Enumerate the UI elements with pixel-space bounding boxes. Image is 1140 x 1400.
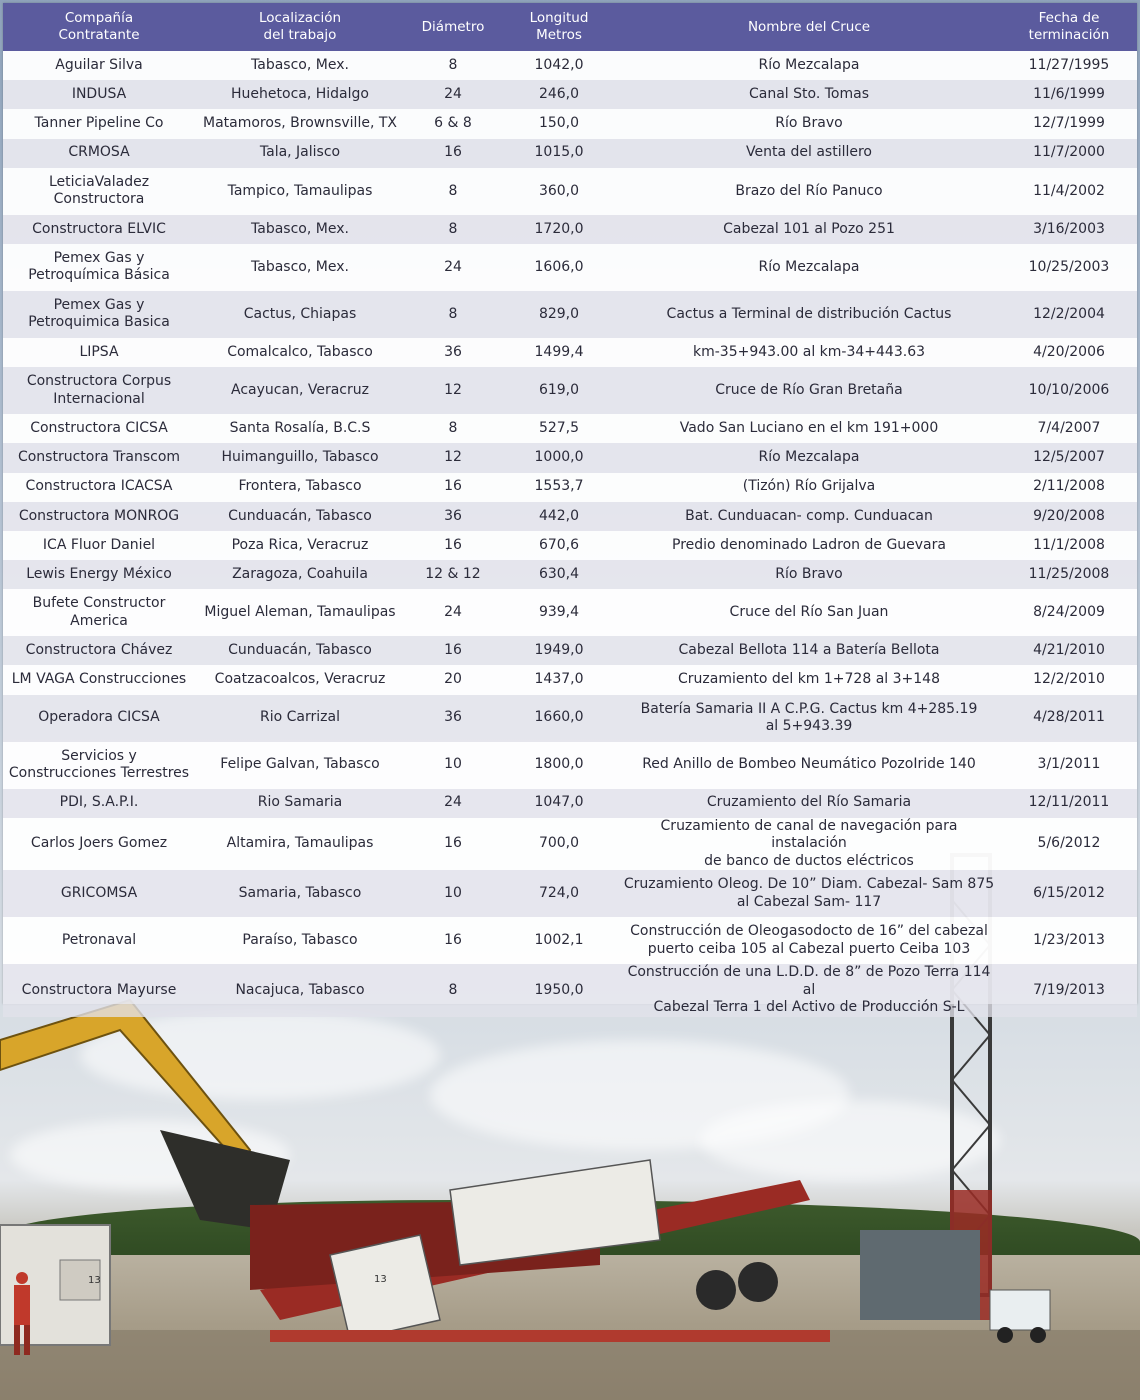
diameter-cell: 16	[405, 917, 501, 964]
crossing-name-cell: Cabezal 101 al Pozo 251	[617, 215, 1001, 244]
diameter-cell: 12	[405, 443, 501, 472]
completion-date-cell: 12/5/2007	[1001, 443, 1137, 472]
table-row	[3, 665, 1137, 694]
company-cell: Tanner Pipeline Co	[3, 109, 195, 138]
crossing-name-cell: Cactus a Terminal de distribución Cactus	[617, 291, 1001, 338]
completion-date-cell: 5/6/2012	[1001, 818, 1137, 871]
table-header-row	[3, 3, 1137, 51]
company-cell: GRICOMSA	[3, 870, 195, 917]
crossing-name-cell: Cruzamiento de canal de navegación para instalación de banco de ductos eléctricos	[617, 818, 1001, 871]
length-cell: 1800,0	[501, 742, 617, 789]
length-cell: 1660,0	[501, 695, 617, 742]
company-cell: LM VAGA Construcciones	[3, 665, 195, 694]
diameter-cell: 12	[405, 367, 501, 414]
completion-date-cell: 10/25/2003	[1001, 244, 1137, 291]
completion-date-cell: 4/20/2006	[1001, 338, 1137, 367]
diameter-cell: 12 & 12	[405, 560, 501, 589]
length-cell: 1950,0	[501, 964, 617, 1017]
company-cell: Constructora Mayurse	[3, 964, 195, 1017]
table-row	[3, 51, 1137, 80]
excavator-arm	[0, 1000, 290, 1230]
truck	[990, 1290, 1050, 1343]
company-cell: Servicios y Construcciones Terrestres	[3, 742, 195, 789]
table-row	[3, 139, 1137, 168]
table-body	[3, 51, 1137, 1017]
location-cell: Tabasco, Mex.	[195, 51, 405, 80]
location-cell: Cactus, Chiapas	[195, 291, 405, 338]
completion-date-cell: 3/1/2011	[1001, 742, 1137, 789]
company-cell: Pemex Gas y Petroquímica Básica	[3, 244, 195, 291]
length-cell: 1606,0	[501, 244, 617, 291]
length-cell: 829,0	[501, 291, 617, 338]
completion-date-cell: 12/2/2004	[1001, 291, 1137, 338]
table-row	[3, 367, 1137, 414]
company-cell: Lewis Energy México	[3, 560, 195, 589]
company-cell: Constructora ICACSA	[3, 473, 195, 502]
length-cell: 1437,0	[501, 665, 617, 694]
company-cell: CRMOSA	[3, 139, 195, 168]
length-cell: 670,6	[501, 531, 617, 560]
length-cell: 724,0	[501, 870, 617, 917]
table-row	[3, 870, 1137, 917]
diameter-cell: 16	[405, 473, 501, 502]
location-cell: Santa Rosalía, B.C.S	[195, 414, 405, 443]
company-cell: Operadora CICSA	[3, 695, 195, 742]
length-cell: 246,0	[501, 80, 617, 109]
crossing-name-cell: Río Mezcalapa	[617, 51, 1001, 80]
company-cell: Bufete Constructor America	[3, 589, 195, 636]
crossing-name-cell: Batería Samaria II A C.P.G. Cactus km 4+285.19 al 5+943.39	[617, 695, 1001, 742]
diameter-cell: 8	[405, 414, 501, 443]
diameter-cell: 8	[405, 168, 501, 215]
table-row	[3, 109, 1137, 138]
company-cell: Constructora Chávez	[3, 636, 195, 665]
table-row	[3, 291, 1137, 338]
diameter-cell: 24	[405, 789, 501, 818]
completion-date-cell: 11/27/1995	[1001, 51, 1137, 80]
location-cell: Felipe Galvan, Tabasco	[195, 742, 405, 789]
company-cell: LIPSA	[3, 338, 195, 367]
completion-date-cell: 1/23/2013	[1001, 917, 1137, 964]
crossing-name-cell: Canal Sto. Tomas	[617, 80, 1001, 109]
length-cell: 527,5	[501, 414, 617, 443]
diameter-cell: 16	[405, 818, 501, 871]
crossing-name-cell: (Tizón) Río Grijalva	[617, 473, 1001, 502]
table-row	[3, 80, 1137, 109]
diameter-cell: 10	[405, 742, 501, 789]
table-row	[3, 338, 1137, 367]
table-row	[3, 742, 1137, 789]
length-cell: 1553,7	[501, 473, 617, 502]
completion-date-cell: 6/15/2012	[1001, 870, 1137, 917]
completion-date-cell: 11/25/2008	[1001, 560, 1137, 589]
crossing-name-cell: Construcción de una L.D.D. de 8” de Pozo Terra 114 al Cabezal Terra 1 del Activo de Producción S-L	[617, 964, 1001, 1017]
diameter-cell: 24	[405, 589, 501, 636]
company-cell: Constructora Corpus Internacional	[3, 367, 195, 414]
location-cell: Poza Rica, Veracruz	[195, 531, 405, 560]
column-header-company: Compañía Contratante	[3, 3, 195, 51]
crossing-name-cell: Construcción de Oleogasodocto de 16” del cabezal puerto ceiba 105 al Cabezal puerto Ceiba 103	[617, 917, 1001, 964]
length-cell: 1047,0	[501, 789, 617, 818]
location-cell: Huimanguillo, Tabasco	[195, 443, 405, 472]
length-cell: 939,4	[501, 589, 617, 636]
table-row	[3, 695, 1137, 742]
completion-date-cell: 11/4/2002	[1001, 168, 1137, 215]
rig-unit-label: 13	[374, 1274, 387, 1285]
crossing-name-cell: Río Mezcalapa	[617, 244, 1001, 291]
table-row	[3, 473, 1137, 502]
diameter-cell: 20	[405, 665, 501, 694]
completion-date-cell: 4/21/2010	[1001, 636, 1137, 665]
company-cell: Aguilar Silva	[3, 51, 195, 80]
diameter-cell: 36	[405, 502, 501, 531]
table-row	[3, 818, 1137, 871]
length-cell: 1042,0	[501, 51, 617, 80]
projects-table-panel	[3, 3, 1137, 1016]
location-cell: Tala, Jalisco	[195, 139, 405, 168]
location-cell: Miguel Aleman, Tamaulipas	[195, 589, 405, 636]
crossing-name-cell: Cruzamiento Oleog. De 10” Diam. Cabezal- Sam 875 al Cabezal Sam- 117	[617, 870, 1001, 917]
location-cell: Zaragoza, Coahuila	[195, 560, 405, 589]
company-cell: Constructora CICSA	[3, 414, 195, 443]
diameter-cell: 16	[405, 139, 501, 168]
location-cell: Frontera, Tabasco	[195, 473, 405, 502]
column-header-completion-date: Fecha de terminación	[1001, 3, 1137, 51]
completion-date-cell: 12/2/2010	[1001, 665, 1137, 694]
completion-date-cell: 3/16/2003	[1001, 215, 1137, 244]
completion-date-cell: 2/11/2008	[1001, 473, 1137, 502]
completion-date-cell: 8/24/2009	[1001, 589, 1137, 636]
diameter-cell: 36	[405, 695, 501, 742]
length-cell: 1015,0	[501, 139, 617, 168]
crossing-name-cell: km-35+943.00 al km-34+443.63	[617, 338, 1001, 367]
diameter-cell: 16	[405, 636, 501, 665]
company-cell: ICA Fluor Daniel	[3, 531, 195, 560]
length-cell: 1720,0	[501, 215, 617, 244]
completion-date-cell: 7/4/2007	[1001, 414, 1137, 443]
location-cell: Comalcalco, Tabasco	[195, 338, 405, 367]
table-row	[3, 215, 1137, 244]
length-cell: 360,0	[501, 168, 617, 215]
diameter-cell: 8	[405, 291, 501, 338]
company-cell: Constructora ELVIC	[3, 215, 195, 244]
crossing-name-cell: Cabezal Bellota 114 a Batería Bellota	[617, 636, 1001, 665]
table-row	[3, 531, 1137, 560]
diameter-cell: 6 & 8	[405, 109, 501, 138]
hdd-crossings-table	[3, 3, 1137, 1017]
location-cell: Altamira, Tamaulipas	[195, 818, 405, 871]
crossing-name-cell: Red Anillo de Bombeo Neumático PozoIride 140	[617, 742, 1001, 789]
table-row	[3, 917, 1137, 964]
length-cell: 1000,0	[501, 443, 617, 472]
diameter-cell: 36	[405, 338, 501, 367]
crossing-name-cell: Cruce de Río Gran Bretaña	[617, 367, 1001, 414]
crossing-name-cell: Bat. Cunduacan- comp. Cunduacan	[617, 502, 1001, 531]
location-cell: Tabasco, Mex.	[195, 215, 405, 244]
hdd-rig	[250, 1160, 830, 1342]
length-cell: 442,0	[501, 502, 617, 531]
crossing-name-cell: Predio denominado Ladron de Guevara	[617, 531, 1001, 560]
company-cell: Pemex Gas y Petroquimica Basica	[3, 291, 195, 338]
crossing-name-cell: Venta del astillero	[617, 139, 1001, 168]
diameter-cell: 10	[405, 870, 501, 917]
length-cell: 630,4	[501, 560, 617, 589]
length-cell: 700,0	[501, 818, 617, 871]
length-cell: 1002,1	[501, 917, 617, 964]
diameter-cell: 24	[405, 80, 501, 109]
location-cell: Huehetoca, Hidalgo	[195, 80, 405, 109]
length-cell: 619,0	[501, 367, 617, 414]
table-row	[3, 502, 1137, 531]
completion-date-cell: 7/19/2013	[1001, 964, 1137, 1017]
diameter-cell: 16	[405, 531, 501, 560]
location-cell: Samaria, Tabasco	[195, 870, 405, 917]
completion-date-cell: 11/1/2008	[1001, 531, 1137, 560]
company-cell: LeticiaValadez Constructora	[3, 168, 195, 215]
diameter-cell: 8	[405, 51, 501, 80]
location-cell: Cunduacán, Tabasco	[195, 502, 405, 531]
location-cell: Tampico, Tamaulipas	[195, 168, 405, 215]
column-header-length: Longitud Metros	[501, 3, 617, 51]
crossing-name-cell: Brazo del Río Panuco	[617, 168, 1001, 215]
column-header-diameter: Diámetro	[405, 3, 501, 51]
company-cell: Constructora Transcom	[3, 443, 195, 472]
table-row	[3, 789, 1137, 818]
completion-date-cell: 11/7/2000	[1001, 139, 1137, 168]
company-cell: Petronaval	[3, 917, 195, 964]
company-cell: INDUSA	[3, 80, 195, 109]
location-cell: Paraíso, Tabasco	[195, 917, 405, 964]
company-cell: Carlos Joers Gomez	[3, 818, 195, 871]
table-row	[3, 560, 1137, 589]
length-cell: 1949,0	[501, 636, 617, 665]
completion-date-cell: 9/20/2008	[1001, 502, 1137, 531]
location-cell: Rio Samaria	[195, 789, 405, 818]
diameter-cell: 8	[405, 215, 501, 244]
location-cell: Cunduacán, Tabasco	[195, 636, 405, 665]
diameter-cell: 24	[405, 244, 501, 291]
diameter-cell: 8	[405, 964, 501, 1017]
completion-date-cell: 4/28/2011	[1001, 695, 1137, 742]
company-cell: PDI, S.A.P.I.	[3, 789, 195, 818]
location-cell: Acayucan, Veracruz	[195, 367, 405, 414]
location-cell: Tabasco, Mex.	[195, 244, 405, 291]
crossing-name-cell: Río Bravo	[617, 109, 1001, 138]
crossing-name-cell: Río Bravo	[617, 560, 1001, 589]
completion-date-cell: 12/11/2011	[1001, 789, 1137, 818]
location-cell: Coatzacoalcos, Veracruz	[195, 665, 405, 694]
table-row	[3, 964, 1137, 1017]
location-cell: Matamoros, Brownsville, TX	[195, 109, 405, 138]
column-header-location: Localización del trabajo	[195, 3, 405, 51]
length-cell: 1499,4	[501, 338, 617, 367]
length-cell: 150,0	[501, 109, 617, 138]
completion-date-cell: 12/7/1999	[1001, 109, 1137, 138]
crossing-name-cell: Cruce del Río San Juan	[617, 589, 1001, 636]
location-cell: Rio Carrizal	[195, 695, 405, 742]
table-row	[3, 414, 1137, 443]
crossing-name-cell: Cruzamiento del Río Samaria	[617, 789, 1001, 818]
crossing-name-cell: Vado San Luciano en el km 191+000	[617, 414, 1001, 443]
completion-date-cell: 10/10/2006	[1001, 367, 1137, 414]
company-cell: Constructora MONROG	[3, 502, 195, 531]
table-row	[3, 443, 1137, 472]
table-row	[3, 244, 1137, 291]
table-row	[3, 168, 1137, 215]
table-row	[3, 589, 1137, 636]
column-header-crossing-name: Nombre del Cruce	[617, 3, 1001, 51]
location-cell: Nacajuca, Tabasco	[195, 964, 405, 1017]
completion-date-cell: 11/6/1999	[1001, 80, 1137, 109]
crossing-name-cell: Río Mezcalapa	[617, 443, 1001, 472]
container-label: 13	[88, 1275, 101, 1286]
table-row	[3, 636, 1137, 665]
crossing-name-cell: Cruzamiento del km 1+728 al 3+148	[617, 665, 1001, 694]
